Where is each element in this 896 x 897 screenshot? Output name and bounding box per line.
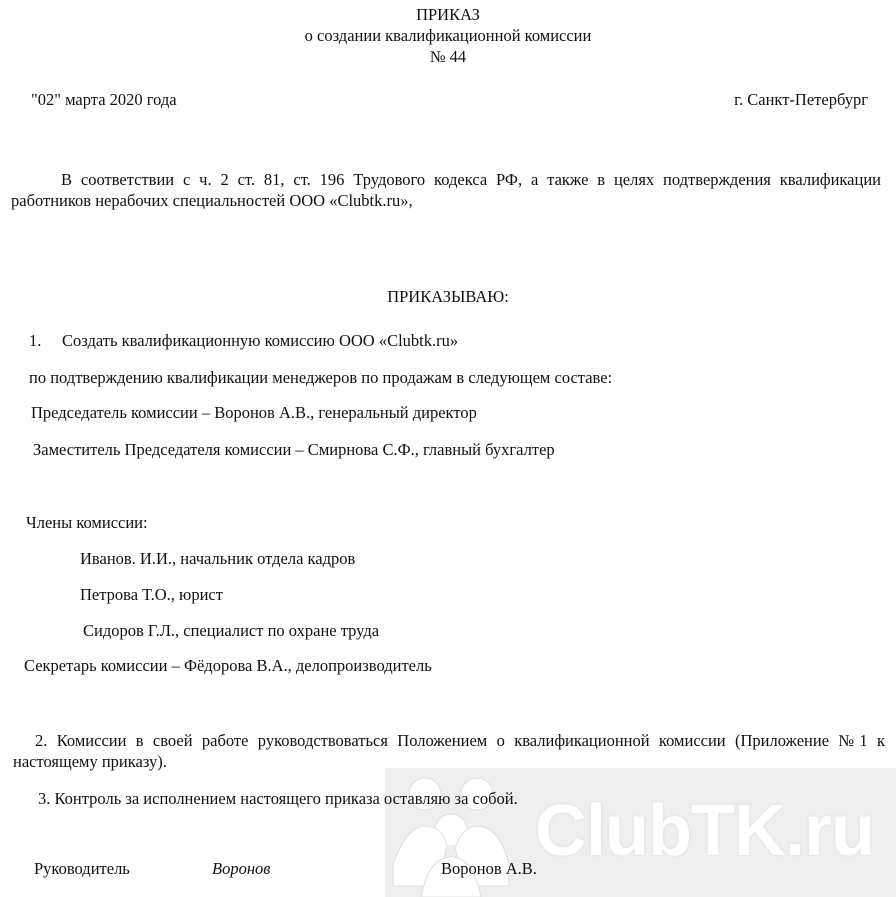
document-number: № 44 bbox=[429, 47, 467, 66]
deputy-line: Заместитель Председателя комиссии – Смирнова С.Ф., главный бухгалтер bbox=[33, 440, 555, 459]
watermark-text: ClubTK.ru bbox=[535, 791, 874, 871]
signature-handwritten: Воронов bbox=[212, 859, 271, 878]
member-line: Иванов. И.И., начальник отдела кадров bbox=[80, 549, 356, 568]
chairman-line: Председатель комиссии – Воронов А.В., генеральный директор bbox=[31, 403, 477, 422]
signature-name: Воронов А.В. bbox=[441, 859, 537, 878]
member-line: Петрова Т.О., юрист bbox=[80, 585, 223, 604]
item3-text: 3. Контроль за исполнением настоящего приказа оставляю за собой. bbox=[38, 789, 518, 808]
item1-number: 1. bbox=[29, 331, 42, 350]
members-label: Члены комиссии: bbox=[26, 513, 148, 532]
member-line: Сидоров Г.Л., специалист по охране труда bbox=[83, 621, 380, 640]
order-date: "02" марта 2020 года bbox=[31, 90, 177, 109]
signature-role: Руководитель bbox=[34, 859, 130, 878]
document-subtitle: о создании квалификационной комиссии bbox=[304, 26, 592, 45]
order-word: ПРИКАЗЫВАЮ: bbox=[387, 287, 509, 306]
item1-continuation: по подтверждению квалификации менеджеров по продажам в следующем составе: bbox=[29, 368, 613, 387]
order-city: г. Санкт-Петербург bbox=[734, 90, 868, 109]
item1-text: Создать квалификационную комиссию ООО «Clubtk.ru» bbox=[62, 331, 459, 350]
preamble: В соответствии с ч. 2 ст. 81, ст. 196 Трудового кодекса РФ, а также в целях подтверждения квалификации работников нерабочих специальностей ООО «Clubtk.ru», bbox=[11, 170, 881, 210]
secretary-line: Секретарь комиссии – Фёдорова В.А., делопроизводитель bbox=[24, 656, 432, 675]
document-title: ПРИКАЗ bbox=[416, 5, 480, 24]
item2-text: 2. Комиссии в своей работе руководствоваться Положением о квалификационной комиссии (Приложение №1 к настоящему приказу). bbox=[13, 731, 885, 771]
